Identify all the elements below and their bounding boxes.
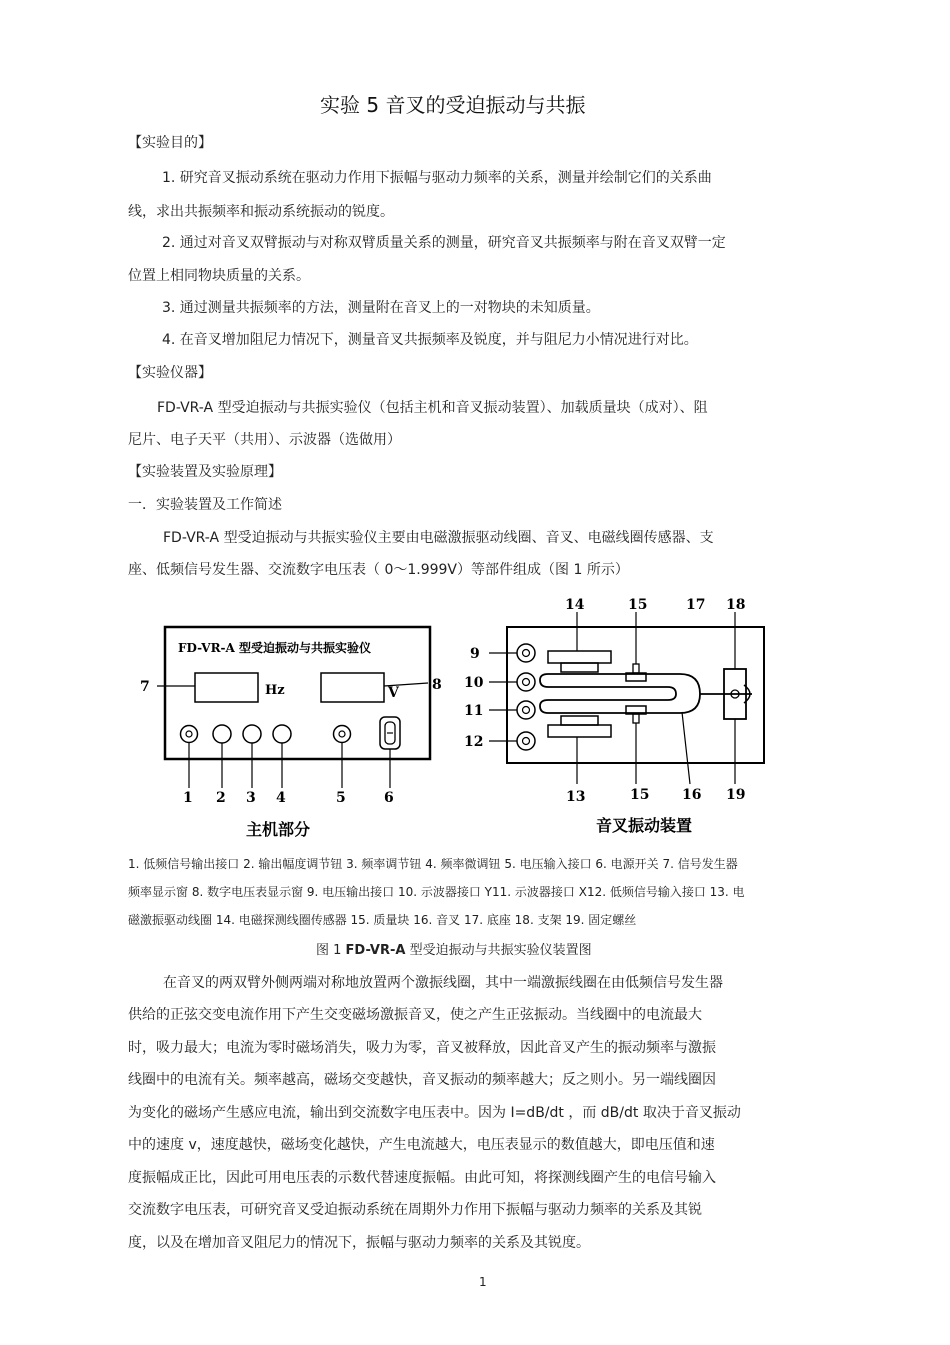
label-10: 10 [464,675,484,691]
label-9: 9 [470,646,480,662]
main-unit-caption: 主机部分 [246,820,311,839]
frequency-knob [243,725,261,743]
signal-output-port [181,726,198,743]
body-line-6: 中的速度 v，速度越快，磁场变化越快，产生电流越大，电压表显示的数值越大，即电压值和速 [128,1137,715,1153]
oscilloscope-port [517,673,535,691]
body-line-5: 为变化的磁场产生感应电流，输出到交流数字电压表中。因为 I=dB/dt ，而 dB/dt 取决于音叉振动 [128,1105,741,1121]
instruments-heading: 【实验仪器】 [128,365,212,381]
principle-heading: 【实验装置及实验原理】 [128,464,282,480]
body-line-4: 线圈中的电流有关。频率越高，磁场交变越快，音叉振动的频率越大；反之则小。另一端线圈因 [128,1072,716,1088]
label-1: 1 [183,790,193,806]
figure-caption-model: FD-VR-A [345,943,406,958]
label-12: 12 [464,734,484,750]
label-5: 5 [336,790,346,806]
purpose-heading: 【实验目的】 [128,135,212,151]
purpose-item-2-line-1: 2. 通过对音叉双臂振动与对称双臂质量关系的测量，研究音叉共振频率与附在音叉双臂一定 [162,235,726,251]
description-line-2: 座、低频信号发生器、交流数字电压表（ 0～1.999V）等部件组成（图 1 所示） [128,562,629,578]
label-14: 14 [565,597,585,613]
fine-frequency-knob [273,725,291,743]
purpose-item-1-line-1: 1. 研究音叉振动系统在驱动力作用下振幅与驱动力频率的关系，测量并绘制它们的关系曲 [162,170,712,186]
instruments-line-2: 尼片、电子天平（共用）、示波器（选做用） [128,432,401,448]
figure-caption-text: 型受迫振动与共振实验仪装置图 [405,943,592,958]
figure-caption [316,941,592,961]
legend-line-3: 磁激振驱动线圈 14. 电磁探测线圈传感器 15. 质量块 16. 音叉 17. 底座 18. 支架 19. 固定螺丝 [128,913,637,927]
label-15-top: 15 [628,597,648,613]
signal-input-port [517,732,535,750]
label-2: 2 [216,790,226,806]
purpose-item-3: 3. 通过测量共振频率的方法，测量附在音叉上的一对物块的未知质量。 [162,300,600,316]
label-8: 8 [432,677,442,693]
label-15-bottom: 15 [630,787,650,803]
instruments-line-1: FD-VR-A 型受迫振动与共振实验仪（包括主机和音叉振动装置）、加载质量块（成对）、阻 [157,400,708,416]
legend-line-2: 频率显示窗 8. 数字电压表显示窗 9. 电压输出接口 10. 示波器接口 Y11. 示波器接口 X12. 低频信号输入接口 13. 电 [128,885,745,899]
figure-labels [140,597,745,839]
label-3: 3 [246,790,256,806]
label-17: 17 [686,597,706,613]
tuning-fork-device-diagram [489,612,764,784]
frequency-display-window [195,673,258,702]
subsection-heading: 一．实验装置及工作简述 [128,497,282,513]
hz-unit-label: Hz [265,683,285,698]
drive-coil [561,716,598,725]
body-line-3: 时，吸力最大；电流为零时磁场消失，吸力为零，音叉被释放，因此音叉产生的振动频率与激振 [128,1040,716,1056]
legend-line-1: 1. 低频信号输出接口 2. 输出幅度调节钮 3. 频率调节钮 4. 频率微调钮 5. 电压输入接口 6. 电源开关 7. 信号发生器 [128,857,738,871]
label-13: 13 [566,789,586,805]
purpose-item-4: 4. 在音叉增加阻尼力情况下，测量音叉共振频率及锐度，并与阻尼力小情况进行对比。 [162,332,698,348]
label-18: 18 [726,597,746,613]
body-line-7: 度振幅成正比，因此可用电压表的示数代替速度振幅。由此可知，将探测线圈产生的电信号输入 [128,1170,716,1186]
page-number: 1 [479,1275,487,1289]
description-line-1: FD-VR-A 型受迫振动与共振实验仪主要由电磁激振驱动线圈、音叉、电磁线圈传感器、支 [163,530,714,546]
page-title: 实验 5 音叉的受迫振动与共振 [320,93,586,117]
label-16: 16 [682,787,702,803]
body-line-1: 在音叉的两双臂外侧两端对称地放置两个激振线圈，其中一端激振线圈在由低频信号发生器 [163,975,723,991]
label-19: 19 [726,787,746,803]
label-7: 7 [140,679,150,695]
body-line-9: 度，以及在增加音叉阻尼力的情况下，振幅与驱动力频率的关系及其锐度。 [128,1235,590,1251]
sensor-coil [548,651,611,663]
purpose-item-1-line-2: 线，求出共振频率和振动系统振动的锐度。 [128,204,394,220]
tuning-fork [540,674,700,713]
v-unit-label: V [388,685,399,701]
label-11: 11 [464,703,484,719]
label-6: 6 [384,790,394,806]
amplitude-knob [213,725,231,743]
voltage-input-port [334,726,351,743]
voltage-display-window [321,673,384,702]
device-caption: 音叉振动装置 [596,816,693,835]
panel-title: FD-VR-A 型受迫振动与共振实验仪 [178,641,372,655]
oscilloscope-y-port [517,701,535,719]
figure-caption-prefix: 图 1 [316,943,346,958]
voltage-output-port [517,644,535,662]
body-line-2: 供给的正弦交变电流作用下产生交变磁场激振音叉，使之产生正弦振动。当线圈中的电流最大 [128,1007,702,1023]
label-4: 4 [276,790,286,806]
purpose-item-2-line-2: 位置上相同物块质量的关系。 [128,268,310,284]
body-line-8: 交流数字电压表，可研究音叉受迫振动系统在周期外力作用下振幅与驱动力频率的关系及其锐 [128,1202,702,1218]
